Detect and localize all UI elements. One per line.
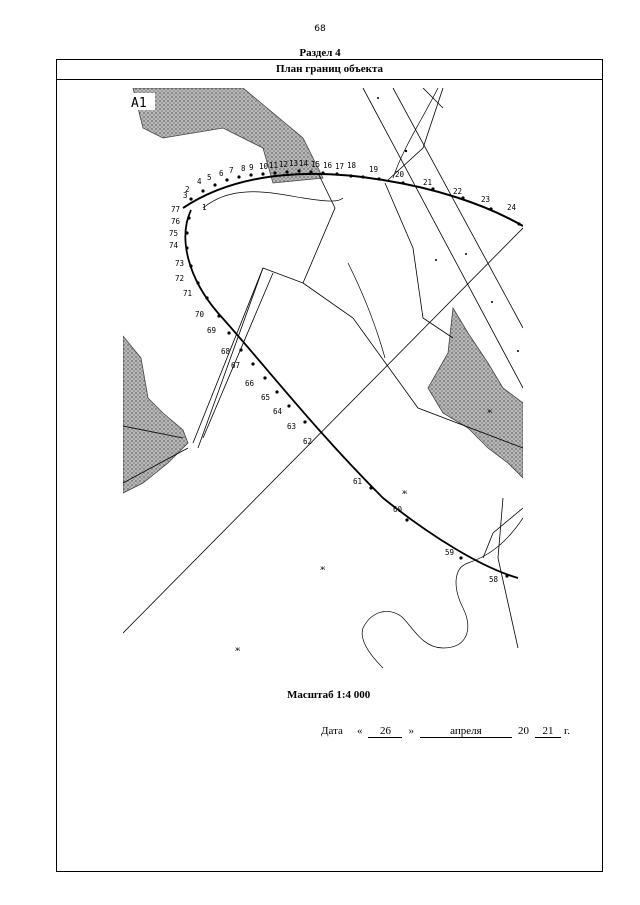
point-label-71: 71 [183, 289, 193, 298]
point-label-69: 69 [207, 326, 217, 335]
point-label-3: 3 [183, 191, 188, 200]
point-label-73: 73 [175, 259, 185, 268]
date-close-quote: » [408, 725, 414, 737]
date-label: Дата [321, 725, 343, 737]
point-label-17: 17 [335, 162, 345, 171]
point-label-70: 70 [195, 310, 205, 319]
point-label-77: 77 [171, 205, 181, 214]
terrain-area-top [133, 88, 323, 183]
point-label-6: 6 [219, 169, 224, 178]
point-label-72: 72 [175, 274, 185, 283]
point-label-67: 67 [231, 361, 241, 370]
point-label-76: 76 [171, 217, 181, 226]
point-label-68: 68 [221, 347, 231, 356]
terrain-area-right [428, 308, 523, 478]
point-label-75: 75 [169, 229, 179, 238]
point-label-5: 5 [207, 173, 212, 182]
svg-text:ж: ж [487, 408, 493, 415]
svg-text:ж: ж [402, 489, 408, 496]
point-label-22: 22 [453, 187, 463, 196]
point-label-13: 13 [289, 159, 299, 168]
point-label-4: 4 [197, 177, 202, 186]
point-label-7: 7 [229, 166, 234, 175]
point-label-21: 21 [423, 178, 433, 187]
plan-title: План границ объекта [57, 60, 602, 80]
point-label-74: 74 [169, 241, 179, 250]
date-month: апреля [420, 725, 512, 738]
point-label-66: 66 [245, 379, 255, 388]
point-label-63: 63 [287, 422, 297, 431]
svg-text:ж: ж [235, 646, 241, 653]
point-label-15: 15 [311, 160, 321, 169]
point-label-9: 9 [249, 163, 254, 172]
point-label-62: 62 [303, 437, 313, 446]
date-year: 21 [535, 725, 561, 738]
point-label-8: 8 [241, 164, 246, 173]
svg-text:ж: ж [320, 565, 326, 572]
sheet-label: А1 [131, 96, 147, 111]
point-label-65: 65 [261, 393, 271, 402]
point-label-61: 61 [353, 477, 363, 486]
date-day: 26 [368, 725, 402, 738]
point-label-58: 58 [489, 575, 499, 584]
point-label-24: 24 [507, 203, 517, 212]
point-label-2: 2 [185, 185, 190, 194]
point-label-64: 64 [273, 407, 283, 416]
date-open-quote: « [356, 725, 363, 737]
map-scale: Масштаб 1:4 000 [287, 689, 371, 701]
point-label-10: 10 [259, 162, 269, 171]
point-label-18: 18 [347, 161, 357, 170]
point-label-16: 16 [323, 161, 333, 170]
date-century: 20 [517, 725, 529, 737]
page-number: 68 [314, 24, 326, 34]
point-label-19: 19 [369, 165, 379, 174]
point-label-11: 11 [269, 161, 279, 170]
plan-frame [56, 59, 603, 872]
date-row [321, 725, 570, 738]
point-label-20: 20 [395, 170, 405, 179]
section-title: Раздел 4 [299, 47, 341, 59]
date-suffix: г. [563, 725, 570, 737]
point-label-60: 60 [393, 505, 403, 514]
boundary-map [123, 88, 523, 668]
point-label-1: 1 [202, 203, 207, 212]
point-label-14: 14 [299, 159, 309, 168]
point-label-12: 12 [279, 160, 289, 169]
point-label-23: 23 [481, 195, 491, 204]
boundary-line [183, 174, 523, 226]
terrain-area-left [123, 336, 188, 493]
point-label-59: 59 [445, 548, 455, 557]
